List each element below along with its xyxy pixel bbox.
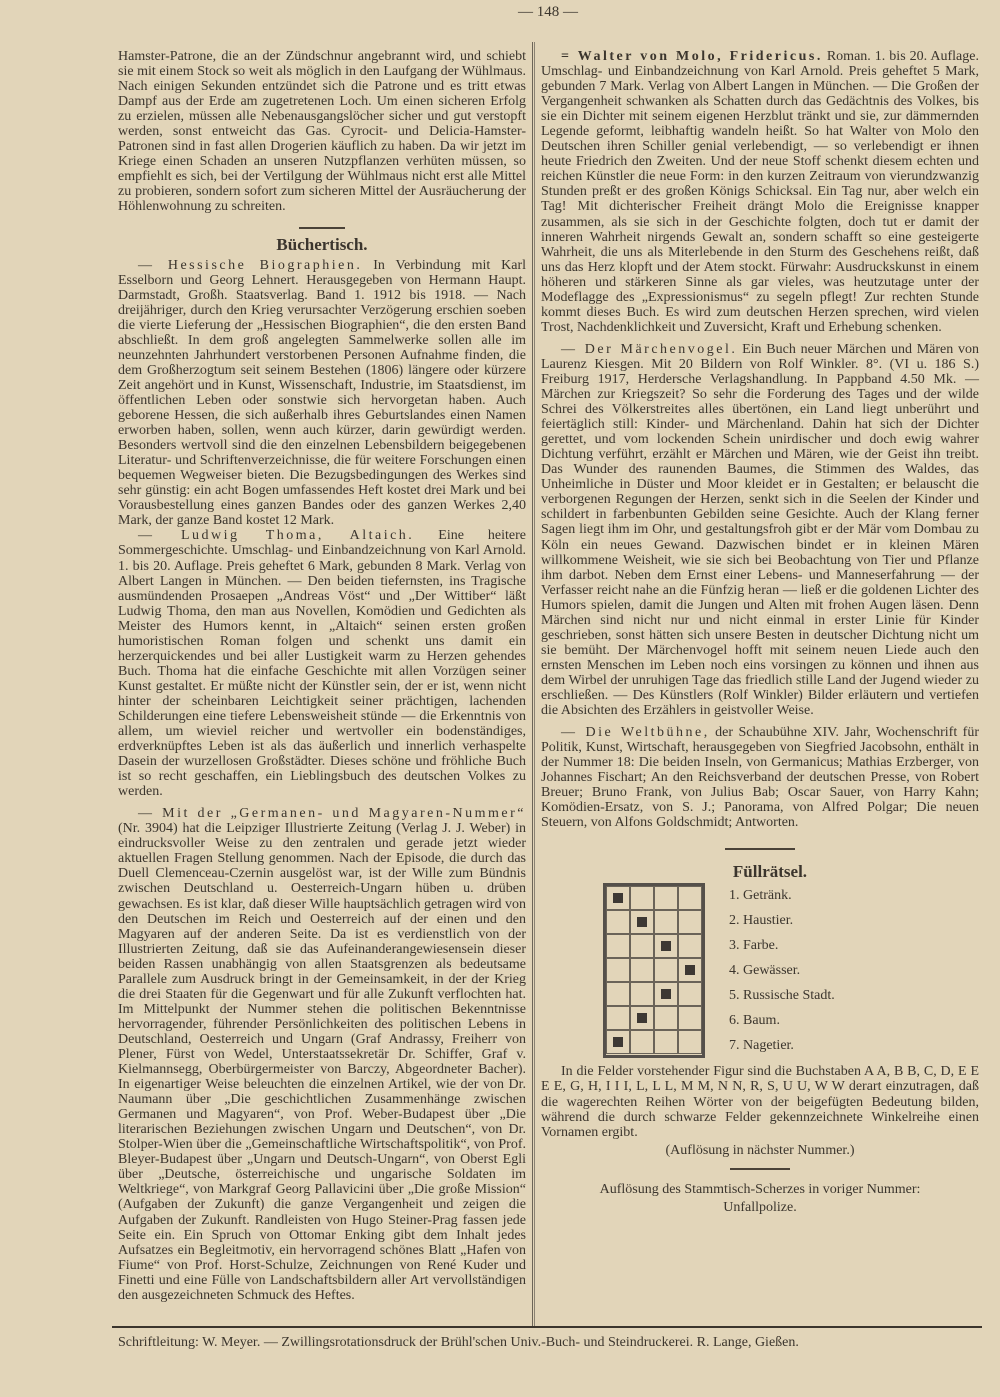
puzzle-cell	[630, 958, 654, 982]
puzzle-cell	[654, 958, 678, 982]
puzzle-title: Füllrätsel.	[732, 862, 808, 882]
puzzle-cell	[654, 910, 678, 934]
puzzle-clue: 2. Haustier.	[729, 913, 794, 929]
puzzle-cell	[654, 934, 678, 958]
puzzle-clue: 6. Baum.	[729, 1013, 780, 1029]
review-lead: — Hessische Biographien.	[138, 257, 363, 273]
review-lead: — Ludwig Thoma, Altaich.	[138, 528, 415, 544]
puzzle-cell	[678, 1030, 702, 1054]
puzzle-clue: 7. Nagetier.	[729, 1038, 794, 1054]
black-cell-marker	[637, 917, 647, 927]
puzzle-cell	[630, 1006, 654, 1030]
section-divider	[299, 227, 345, 229]
left-column	[118, 49, 526, 1303]
review-text: der Schaubühne XIV. Jahr, Wochenschrift für Politik, Kunst, Wirtschaft, herausgegeben von Siegfried Jacobsohn, enthält in der Nummer 18: Die beiden Inseln, von Germanicus; Mathias Erzberger, von Johannes Fischart; An den Reichsverband der deutschen Presse, von Robert Breuer; Bruno Frank, von Julius Bab; Oscar Sauer, von Harry Kahn; Komödien-Ersatz, von S. J.; Panorama, von Alfred Polgar; Die neuen Steuern, von Alfons Goldschmidt; Antworten.	[541, 725, 979, 831]
footer-rule	[112, 1326, 982, 1328]
puzzle-cell	[678, 886, 702, 910]
black-cell-marker	[685, 965, 695, 975]
puzzle-cell	[606, 958, 630, 982]
puzzle-cell	[630, 910, 654, 934]
review-text: Roman. 1. bis 20. Auflage. Umschlag- und Einbandzeichnung von Karl Arnold. Preis geheftet 5 Mark, gebunden 7 Mark. Verlag von Albert Langen in München. — Die Großen der Vergangenheit schwanken als Schatten durch das Gedächtnis des Volkes, bis sie ein Dichter mit seinem eigenen Herzblut tränkt und sie, zur dämmernden Legende geformt, leibhaftig wandeln heißt. So hat Walter von Molo den Deutschen ihren Schiller genial verlebendigt, — so verlebendigt er ihnen heute Friedrich den Zweiten. Und der neue Stoff schenkt diesem echten und reichen Künstler die neue Form: in den kurzen Zeitraum von vierundzwanzig Stunden preßt er des großen Königs Schicksal. Ein Tag nur, aber welch ein Tag! Mit dichterischer Freiheit drängt Molo die Ereignisse knapper zusammen, als sie sich in der Geschichte folgten, doch tut er damit der inneren Wahrheit nirgends Gewalt an, sondern schafft so eine gesteigerte Wahrheit, die uns als Miterlebende in den Sturm des Geschehens reißt, daß uns das Herz klopft und der Atem stockt. Fürwahr: Ausdruckskunst in einem höheren und stärkeren Sinne als gar vieles, was heutzutage unter der Modeflagge des „Expressionismus“ zu segeln pflegt! Zur rechten Stunde kommt dieses Buch. Es wird zum deutschen Herzen sprechen, wird vielen Trost, Nachdenklichkeit und Zuversicht, Kraft und Erhebung schenken.	[541, 49, 979, 335]
review-illustrierte-zeitung	[118, 806, 526, 1303]
black-cell-marker	[661, 941, 671, 951]
review-fridericus	[541, 49, 979, 335]
review-lead: — Mit der „Germanen- und Magyaren-Nummer“	[138, 806, 526, 822]
puzzle-cell	[606, 934, 630, 958]
review-maerchenvogel	[541, 342, 979, 718]
puzzle-clue: 5. Russische Stadt.	[729, 988, 835, 1004]
review-text: Ein Buch neuer Märchen und Mären von Laurenz Kiesgen. Mit 20 Bildern von Rolf Winkler. 8°. (VI u. 186 S.) Freiburg 1917, Herdersche Verlagshandlung. In Pappband 4.50 Mk. — Märchen zur Kriegszeit? So sehr die Forderung des Tages und der wilde Schrei des Völkerstreites alles übertönen, ein Land liegt unberührt und feiertäglich still: Kinder- und Märchenland. Dahin hat sich der Dichter gerettet, und vom lockenden Schein unirdischer und doch ewig wahrer Dichtung verführt, erzählt er Märchen und Mären, wie der Geist ihn treibt. Das Wunder des raunenden Baumes, die Stimmen des Waldes, das Unheimliche in Düster und Moor kleidet er in Gestalten; er belauscht die verborgenen Regungen der Herzen, senkt sich in die Seelen der Kinder und schildert in farbenbunten Gebilden seine Gesichte. Auch der Klang ferner Sagen liegt ihm im Ohr, und gestaltungsfroh gibt er der Mär vom Dombau zu Köln ein neues Gewand. Dazwischen bindet er in kleinen Mären willkommene Weisheit, wie sie sich bei Beobachtung von Tier und Pflanze ihm darbot. Neben dem Ernst einer Lebens- und Manneserfahrung — der Verfasser reicht nahe an die Fünfzig heran — ließ er die goldenen Lichter des Humors spielen, damit die Jungen und Alten mit frohen Augen läsen. Denn Märchen sind nicht nur und nicht einmal in erster Linie für Kinder geschrieben, sonst hätten sich unsere Besten in deutscher Dichtung nicht um sie bemüht. Der Märchenvogel hofft mit seinem neuen Liede auch den ernsten Menschen im Leben noch eins vorsingen zu können und ihnen aus dem Wirbel der unruhigen Tage das friedlich stille Land der Jugend wieder zu erschließen. — Des Künstlers (Rolf Winkler) Bilder erläutern und vertiefen die Absichten des Erzählers in geistvoller Weise.	[541, 341, 980, 719]
puzzle-cell	[678, 1006, 702, 1030]
black-cell-marker	[661, 989, 671, 999]
section-divider	[725, 848, 795, 850]
puzzle-cell	[654, 982, 678, 1006]
puzzle-instructions: In die Felder vorstehender Figur sind die Buchstaben A A, B B, C, D, E E E E, G, H, I I I, L, L L, M M, N N, R, S, U U, W W derart einzutragen, daß die wagerechten Reihen Wörter von der beigefügten Bedeutung bilden, während die durch schwarze Felder gekennzeichnete Winkelreihe einen Vornamen ergibt.	[541, 1064, 979, 1140]
puzzle-cell	[606, 1030, 630, 1054]
previous-solution-answer: Unfallpolize.	[723, 1199, 797, 1215]
puzzle-cell	[654, 1006, 678, 1030]
puzzle-clue: 4. Gewässer.	[729, 963, 801, 979]
black-cell-marker	[613, 1037, 623, 1047]
puzzle-cell	[606, 1006, 630, 1030]
review-altaich	[118, 528, 526, 799]
right-column	[541, 49, 979, 1215]
puzzle-cell	[630, 886, 654, 910]
puzzle-cell	[678, 958, 702, 982]
review-text: (Nr. 3904) hat die Leipziger Illustrierte Zeitung (Verlag J. J. Weber) in eindrucksvoller Weise zu den zentralen und gerade jetzt wieder aktuellen Fragen Stellung genommen. Nach der Episode, die durch das Duell Clemenceau-Czernin ausgelöst war, ist der Wille zum Bündnis zwischen Deutschland u. Oesterreich-Ungarn hüben u. drüben gewachsen. Es ist klar, daß dieser Wille hauptsächlich getragen wird von den Deutschen im Reich und Oesterreich auf der einen und den Magyaren auf der anderen Seite. Da ist es verdienstlich von der Illustrierten Zeitung, daß sie das Aufeinanderangewiesensein dieser beiden Rassen unabhängig von allen Staatsgrenzen als bedeutsame Parallele zum Ausdruck bringt in der Gemeinsamkeit, in der der Krieg die drei Staaten für die Gegenwart und für alle Zukunft verflochten hat. Im Mittelpunkt der Nummer stehen die politischen Bekenntnisse hervorragender, führender Persönlichkeiten des politischen Lebens in Deutschland, Oesterreich und Ungarn (Graf Andrassy, Freiherr von Plener, Fürst von Wedel, Unterstaatssekretär Dr. Schiffer, Graf v. Kielmannsegg, Oberbürgermeister von Barczy, Abgeordneter Bacher). In eigenartiger Weise beleuchten die einzelnen Artikel, wie der von Dr. Naumann über „Die geschichtlichen Zusammenhänge zwischen Germanen und Magyaren“, von Prof. Weber-Budapest über „Die literarischen Beziehungen zwischen Ungarn und Deutschen“, von Dr. Stolper-Wien über die „Gemeinschaftliche Wirtschaftspolitik“, von Prof. Bleyer-Budapest über „Ungarn und Deutsch-Ungarn“, von Oberst Egli über „Deutsche, österreichische und ungarische Soldaten im Weltkriege“, von Markgraf Georg Pallavicini über „Die große Mission“ (Aufgaben der Zukunft) die ganze Vergangenheit und zeigen die Aufgaben der Zukunft. Randleisten von Hugo Steiner-Prag fassen jede Seite ein. Ein Spruch von Ottomar Enking gibt dem Inhalt jedes Aufsatzes ein Begleitmotiv, ein hervorragend schönes Blatt „Hafen von Fiume“ von Prof. Horst-Schulze, Zeichnungen von René Kuder und Finetti und eine Fülle von Landschaftsbildern aller Art vervollständigen den ausgezeichneten Schmuck des Heftes.	[118, 821, 526, 1303]
puzzle-cell	[678, 910, 702, 934]
previous-solution-label: Auflösung des Stammtisch-Scherzes in voriger Nummer:	[599, 1181, 921, 1197]
puzzle-cell	[678, 982, 702, 1006]
review-text: Eine heitere Sommergeschichte. Umschlag- und Einbandzeichnung von Karl Arnold. 1. bis 20. Auflage. Preis geheftet 6 Mark, gebunden 8 Mark. Verlag von Albert Langen in München. — Den beiden tiefernsten, ins Tragische ausmündenden Prosaepen „Andreas Vöst“ und „Der Wittiber“ läßt Ludwig Thoma, den man aus Novellen, Komödien und Gedichten als Meister des Humors kennt, in „Altaich“ seinen ersten großen humoristischen Roman folgen und schenkt uns damit ein herzerquickendes und bei aller Lustigkeit warm zu Herzen gehendes Buch. Thoma hat die einfache Geschichte mit allen Vorzügen seiner Kunst gestaltet. Er müßte nicht der Künstler sein, der er ist, wenn nicht hinter der scheinbaren Leichtigkeit seiner prächtigen, lachenden Schilderungen eine tiefere Lebensweisheit stünde — die Erkenntnis von allem, um wieviel reicher und wertvoller ein bodenständiges, erdverknüpftes Leben ist als das äußerlich und innerlich verhaspelte Dasein der wurzellosen Großstädter. Dieses schöne und fröhliche Buch ist so recht geschaffen, ein Lieblingsbuch des deutschen Volkes zu werden.	[118, 528, 526, 800]
review-weltbuehne	[541, 725, 979, 830]
puzzle-cell	[630, 1030, 654, 1054]
puzzle-clue: 3. Farbe.	[729, 938, 779, 954]
puzzle-grid	[603, 883, 705, 1058]
section-divider	[730, 1168, 790, 1170]
puzzle-cell	[606, 982, 630, 1006]
puzzle-cell	[630, 982, 654, 1006]
puzzle-clues	[729, 883, 835, 1058]
imprint-footer: Schriftleitung: W. Meyer. — Zwillingsrotationsdruck der Brühl'schen Univ.-Buch- und Steindruckerei. R. Lange, Gießen.	[118, 1335, 799, 1350]
black-cell-marker	[613, 893, 623, 903]
review-lead: — Der Märchenvogel.	[561, 341, 738, 357]
fill-puzzle	[603, 883, 979, 1058]
section-heading: Büchertisch.	[276, 234, 368, 254]
puzzle-solution-note: (Auflösung in nächster Nummer.)	[665, 1142, 855, 1158]
puzzle-cell	[654, 1030, 678, 1054]
puzzle-cell	[654, 886, 678, 910]
article-continuation: Hamster-Patrone, die an der Zündschnur angebrannt wird, und schiebt sie mit einem Stock so weit als möglich in den Laufgang der Wühlmaus. Nach einigen Sekunden entzündet sich die Patrone und es tritt etwas Dampf aus der Erde am zugetretenen Loch. Um einen sicheren Erfolg zu erzielen, müssen alle Nebenausgangslöcher sicher und gut verstopft werden, sonst entweicht das Gas. Cyrocit- und Delicia-Hamster-Patronen sind in fast allen Drogerien käuflich zu haben. Da wir jetzt im Kriege einen Schaden an unseren Nutzpflanzen verhüten müssen, so empfiehlt es sich, bei der Vertilgung der Wühlmaus nicht erst alle Mittel zu probieren, sondern sofort zum sicheren Mittel der Ausräucherung der Höhlenwohnung zu schreiten.	[118, 49, 526, 215]
review-hessische-biographien	[118, 258, 526, 529]
puzzle-cell	[606, 910, 630, 934]
page-number: — 148 —	[518, 4, 578, 20]
puzzle-cell	[678, 934, 702, 958]
review-lead: — Die Weltbühne,	[561, 725, 710, 741]
review-text: In Verbindung mit Karl Esselborn und Georg Lehnert. Herausgegeben von Hermann Haupt. Darmstadt, Großh. Staatsverlag. Band 1. 1912 bis 1918. — Nach dreijähriger, durch den Krieg verursachter Verzögerung erschien soeben die vierte Lieferung der „Hessischen Biographien“, die den ersten Band abschließt. In dem groß angelegten Sammelwerke sollen alle im neunzehnten Jahrhundert verstorbenen Personen Aufnahme finden, die dem Großherzogtum seit seinem Bestehen (1806) längere oder kürzere Zeit angehört und in Kunst, Wissenschaft, Industrie, im Staatsdienst, im öffentlichen Leben oder sonstwie sich hervorgetan haben. Auch geborene Hessen, die sich außerhalb ihres Geburtslandes einen Namen erworben haben, sollen, wenn auch kürzer, darin gewürdigt werden. Besonders wertvoll sind die den einzelnen Lebensbildern beigegebenen Literatur- und Schriftenverzeichnisse, die für weitere Forschungen einen bequemen Wegweiser bieten. Die Bezugsbedingungen des Werkes sind sehr günstig: ein acht Bogen umfassendes Heft kostet drei Mark und bei Vorausbestellung eines ganzen Bandes oder des ganzen Werkes 2,40 Mark, der ganze Band kostet 12 Mark.	[118, 257, 526, 529]
column-divider	[532, 42, 533, 1327]
puzzle-cell	[630, 934, 654, 958]
review-lead: = Walter von Molo, Fridericus.	[561, 49, 823, 64]
puzzle-cell	[606, 886, 630, 910]
black-cell-marker	[637, 1013, 647, 1023]
puzzle-clue: 1. Getränk.	[729, 888, 792, 904]
